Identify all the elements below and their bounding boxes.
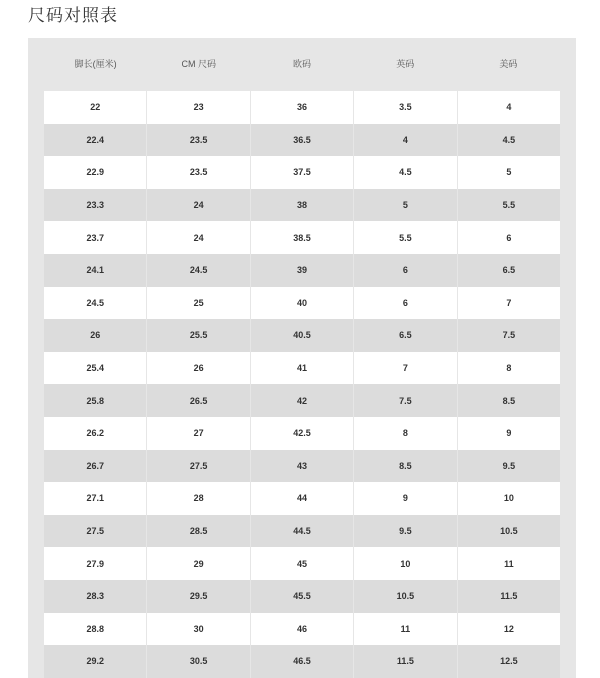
table-row bbox=[44, 450, 560, 483]
cm-size-cell: 28 bbox=[146, 482, 249, 515]
eu-size-cell: 44.5 bbox=[250, 515, 353, 548]
foot-length-cell: 26 bbox=[44, 319, 146, 352]
us-size-cell: 6 bbox=[457, 221, 560, 254]
us-size-cell: 4.5 bbox=[457, 124, 560, 157]
table-row bbox=[44, 580, 560, 613]
table-row bbox=[44, 645, 560, 678]
eu-size-cell: 38.5 bbox=[250, 221, 353, 254]
table-row bbox=[44, 254, 560, 287]
us-size-cell: 8 bbox=[457, 352, 560, 385]
table-row bbox=[44, 613, 560, 646]
us-size-cell: 12.5 bbox=[457, 645, 560, 678]
foot-length-cell: 22.4 bbox=[44, 124, 146, 157]
us-size-cell: 11.5 bbox=[457, 580, 560, 613]
eu-size-cell: 37.5 bbox=[250, 156, 353, 189]
cm-size-cell: 24 bbox=[146, 189, 249, 222]
eu-size-cell: 41 bbox=[250, 352, 353, 385]
uk-size-cell: 10 bbox=[353, 547, 456, 580]
eu-size-cell: 43 bbox=[250, 450, 353, 483]
uk-size-cell: 6.5 bbox=[353, 319, 456, 352]
foot-length-cell: 23.7 bbox=[44, 221, 146, 254]
foot-length-cell: 27.5 bbox=[44, 515, 146, 548]
cm-size-cell: 26 bbox=[146, 352, 249, 385]
foot-length-cell: 22 bbox=[44, 91, 146, 124]
uk-size-cell: 7.5 bbox=[353, 384, 456, 417]
uk-size-cell: 4 bbox=[353, 124, 456, 157]
us-size-cell: 10.5 bbox=[457, 515, 560, 548]
foot-length-cell: 29.2 bbox=[44, 645, 146, 678]
cm-size-cell: 30.5 bbox=[146, 645, 249, 678]
header-cm-size: CM 尺码 bbox=[181, 59, 217, 69]
uk-size-cell: 6 bbox=[353, 254, 456, 287]
eu-size-cell: 40.5 bbox=[250, 319, 353, 352]
eu-size-cell: 36.5 bbox=[250, 124, 353, 157]
table-row bbox=[44, 156, 560, 189]
us-size-cell: 11 bbox=[457, 547, 560, 580]
cm-size-cell: 23.5 bbox=[146, 124, 249, 157]
us-size-cell: 6.5 bbox=[457, 254, 560, 287]
table-body bbox=[44, 91, 560, 678]
cm-size-cell: 23 bbox=[146, 91, 249, 124]
uk-size-cell: 8.5 bbox=[353, 450, 456, 483]
us-size-cell: 5 bbox=[457, 156, 560, 189]
table-header-row bbox=[44, 38, 560, 89]
us-size-cell: 5.5 bbox=[457, 189, 560, 222]
table-row bbox=[44, 221, 560, 254]
table-row bbox=[44, 124, 560, 157]
cm-size-cell: 30 bbox=[146, 613, 249, 646]
cm-size-cell: 23.5 bbox=[146, 156, 249, 189]
header-us-size: 美码 bbox=[499, 59, 518, 69]
cm-size-cell: 25 bbox=[146, 287, 249, 320]
eu-size-cell: 42 bbox=[250, 384, 353, 417]
foot-length-cell: 24.5 bbox=[44, 287, 146, 320]
cm-size-cell: 24.5 bbox=[146, 254, 249, 287]
uk-size-cell: 8 bbox=[353, 417, 456, 450]
uk-size-cell: 11.5 bbox=[353, 645, 456, 678]
table-row bbox=[44, 287, 560, 320]
foot-length-cell: 25.4 bbox=[44, 352, 146, 385]
eu-size-cell: 42.5 bbox=[250, 417, 353, 450]
uk-size-cell: 6 bbox=[353, 287, 456, 320]
uk-size-cell: 5.5 bbox=[353, 221, 456, 254]
eu-size-cell: 45 bbox=[250, 547, 353, 580]
foot-length-cell: 22.9 bbox=[44, 156, 146, 189]
foot-length-cell: 27.9 bbox=[44, 547, 146, 580]
eu-size-cell: 46.5 bbox=[250, 645, 353, 678]
eu-size-cell: 36 bbox=[250, 91, 353, 124]
size-chart-table bbox=[44, 38, 560, 678]
uk-size-cell: 10.5 bbox=[353, 580, 456, 613]
us-size-cell: 10 bbox=[457, 482, 560, 515]
us-size-cell: 7.5 bbox=[457, 319, 560, 352]
foot-length-cell: 28.3 bbox=[44, 580, 146, 613]
cm-size-cell: 25.5 bbox=[146, 319, 249, 352]
eu-size-cell: 38 bbox=[250, 189, 353, 222]
us-size-cell: 4 bbox=[457, 91, 560, 124]
uk-size-cell: 3.5 bbox=[353, 91, 456, 124]
us-size-cell: 7 bbox=[457, 287, 560, 320]
us-size-cell: 12 bbox=[457, 613, 560, 646]
uk-size-cell: 4.5 bbox=[353, 156, 456, 189]
cm-size-cell: 27.5 bbox=[146, 450, 249, 483]
us-size-cell: 9.5 bbox=[457, 450, 560, 483]
eu-size-cell: 44 bbox=[250, 482, 353, 515]
eu-size-cell: 40 bbox=[250, 287, 353, 320]
cm-size-cell: 27 bbox=[146, 417, 249, 450]
foot-length-cell: 28.8 bbox=[44, 613, 146, 646]
uk-size-cell: 9.5 bbox=[353, 515, 456, 548]
us-size-cell: 9 bbox=[457, 417, 560, 450]
table-row bbox=[44, 352, 560, 385]
eu-size-cell: 39 bbox=[250, 254, 353, 287]
cm-size-cell: 26.5 bbox=[146, 384, 249, 417]
foot-length-cell: 24.1 bbox=[44, 254, 146, 287]
table-row bbox=[44, 384, 560, 417]
table-row bbox=[44, 319, 560, 352]
header-uk-size: 英码 bbox=[396, 59, 415, 69]
cm-size-cell: 28.5 bbox=[146, 515, 249, 548]
us-size-cell: 8.5 bbox=[457, 384, 560, 417]
table-row bbox=[44, 91, 560, 124]
foot-length-cell: 26.7 bbox=[44, 450, 146, 483]
cm-size-cell: 24 bbox=[146, 221, 249, 254]
uk-size-cell: 5 bbox=[353, 189, 456, 222]
foot-length-cell: 27.1 bbox=[44, 482, 146, 515]
foot-length-cell: 26.2 bbox=[44, 417, 146, 450]
table-row bbox=[44, 482, 560, 515]
table-row bbox=[44, 417, 560, 450]
size-chart-panel bbox=[28, 38, 576, 678]
table-row bbox=[44, 515, 560, 548]
uk-size-cell: 7 bbox=[353, 352, 456, 385]
eu-size-cell: 45.5 bbox=[250, 580, 353, 613]
page-title: 尺码对照表 bbox=[28, 6, 118, 26]
header-foot-length: 脚长(厘米) bbox=[74, 59, 117, 69]
table-row bbox=[44, 189, 560, 222]
eu-size-cell: 46 bbox=[250, 613, 353, 646]
cm-size-cell: 29 bbox=[146, 547, 249, 580]
foot-length-cell: 25.8 bbox=[44, 384, 146, 417]
uk-size-cell: 9 bbox=[353, 482, 456, 515]
foot-length-cell: 23.3 bbox=[44, 189, 146, 222]
table-row bbox=[44, 547, 560, 580]
cm-size-cell: 29.5 bbox=[146, 580, 249, 613]
header-eu-size: 欧码 bbox=[293, 59, 312, 69]
uk-size-cell: 11 bbox=[353, 613, 456, 646]
